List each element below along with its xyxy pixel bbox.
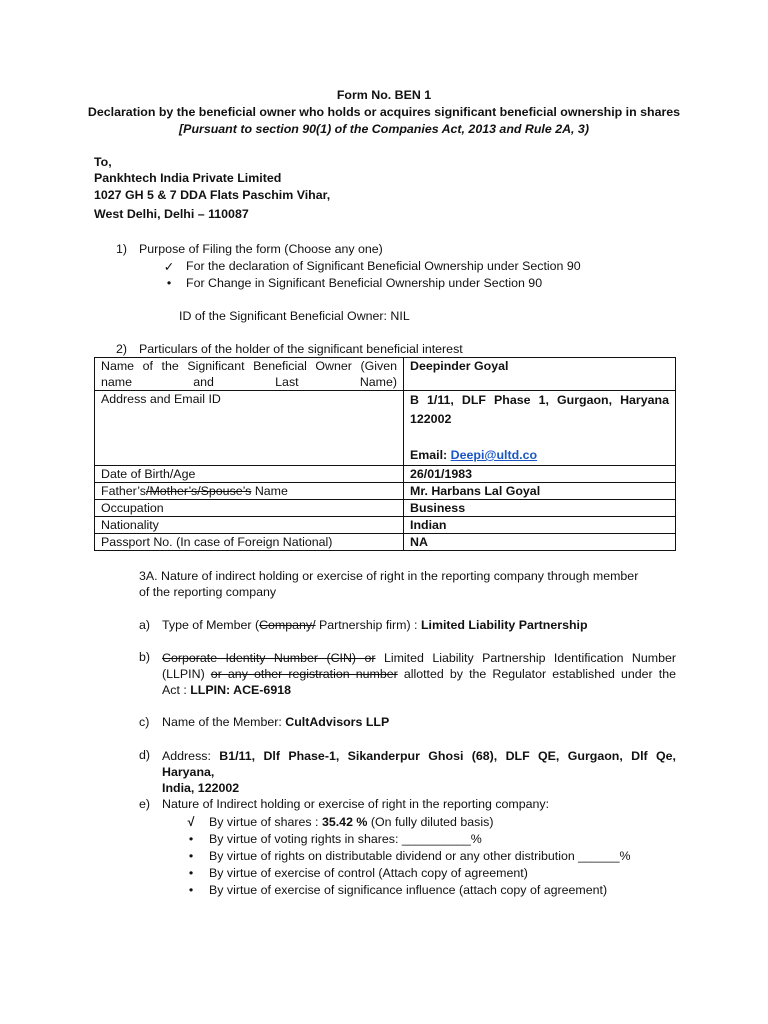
holding-item-shares bbox=[209, 815, 493, 829]
sbo-particulars-table bbox=[94, 357, 676, 551]
address-value: B 1/11, DLF Phase 1, Gurgaon, Haryana 122002 bbox=[410, 393, 669, 426]
nationality-value: Indian bbox=[404, 517, 676, 534]
table-row bbox=[95, 534, 676, 551]
table-row bbox=[95, 483, 676, 500]
occupation-label: Occupation bbox=[95, 500, 404, 517]
father-name-value: Mr. Harbans Lal Goyal bbox=[404, 483, 676, 500]
section1-number: 1) bbox=[116, 242, 128, 256]
section2-heading: Particulars of the holder of the significant beneficial interest bbox=[139, 342, 463, 356]
table-row bbox=[95, 517, 676, 534]
member-type-prefix: Type of Member ( bbox=[162, 618, 260, 632]
purpose-option-change: For Change in Significant Beneficial Ownership under Section 90 bbox=[186, 276, 543, 290]
registration-number-block bbox=[162, 650, 676, 698]
member-name-label: Name of the Member: bbox=[162, 715, 286, 729]
table-row bbox=[95, 500, 676, 517]
item-a-number: a) bbox=[139, 618, 151, 632]
passport-label: Passport No. (In case of Foreign National) bbox=[95, 534, 404, 551]
dob-label: Date of Birth/Age bbox=[95, 466, 404, 483]
address-cell bbox=[404, 391, 676, 466]
father-label-suffix: Name bbox=[251, 484, 288, 498]
dob-value: 26/01/1983 bbox=[404, 466, 676, 483]
address-label: Address and Email ID bbox=[95, 391, 404, 466]
registration-line3 bbox=[162, 682, 676, 698]
other-reg-struck: or any other registration number bbox=[210, 667, 398, 681]
name-label: Name of the Significant Beneficial Owner (Given name and Last Name) bbox=[95, 358, 404, 391]
cin-struck: Corporate Identity Number (CIN) or bbox=[162, 651, 376, 665]
member-address-label: Address: bbox=[162, 749, 220, 763]
purpose-option-declaration: For the declaration of Significant Beneficial Ownership under Section 90 bbox=[186, 259, 581, 273]
checkmark-icon: ✓ bbox=[163, 260, 175, 274]
registration-line1 bbox=[162, 650, 676, 666]
act-text: Act : bbox=[162, 683, 191, 697]
member-type-line bbox=[162, 618, 588, 632]
item-e-number: e) bbox=[139, 797, 151, 811]
father-label-prefix: Father’s bbox=[101, 484, 146, 498]
form-number: Form No. BEN 1 bbox=[336, 88, 432, 102]
bullet-icon: • bbox=[188, 866, 194, 880]
occupation-value: Business bbox=[404, 500, 676, 517]
section2-number: 2) bbox=[116, 342, 128, 356]
holding-item-control: By virtue of exercise of control (Attach copy of agreement) bbox=[209, 866, 528, 880]
email-link[interactable]: Deepi@ultd.co bbox=[450, 448, 538, 462]
llpin-label: Limited Liability Partnership Identification Number bbox=[375, 651, 677, 665]
allotted-text: allotted by the Regulator established under the bbox=[397, 667, 676, 681]
passport-value: NA bbox=[404, 534, 676, 551]
addressee-company: Pankhtech India Private Limited bbox=[94, 171, 282, 185]
indirect-holding-heading: Nature of Indirect holding or exercise of right in the reporting company: bbox=[162, 797, 550, 811]
bullet-icon: • bbox=[166, 276, 172, 290]
section3a-intro-line1: 3A. Nature of indirect holding or exercise of right in the reporting company through member bbox=[139, 569, 639, 583]
holding-item-dividend: By virtue of rights on distributable dividend or any other distribution ______% bbox=[209, 849, 631, 863]
table-row bbox=[95, 466, 676, 483]
llpin-value: LLPIN: ACE-6918 bbox=[190, 683, 291, 697]
member-type-value: Limited Liability Partnership bbox=[420, 618, 588, 632]
section3a-intro-line2: of the reporting company bbox=[139, 585, 277, 599]
item-d-number: d) bbox=[139, 748, 151, 762]
member-address-value2: India, 122002 bbox=[162, 781, 240, 795]
registration-line2 bbox=[162, 666, 676, 682]
table-row bbox=[95, 358, 676, 391]
llpin-abbrev: (LLPIN) bbox=[162, 667, 211, 681]
section1-heading: Purpose of Filing the form (Choose any one) bbox=[139, 242, 383, 256]
father-name-label bbox=[95, 483, 404, 500]
item-c-number: c) bbox=[139, 715, 150, 729]
father-label-struck: /Mother’s/Spouse’s bbox=[146, 484, 252, 498]
addressee-line1: 1027 GH 5 & 7 DDA Flats Paschim Vihar, bbox=[94, 188, 331, 202]
member-type-struck: Company/ bbox=[259, 618, 316, 632]
bullet-icon: • bbox=[188, 849, 194, 863]
nationality-label: Nationality bbox=[95, 517, 404, 534]
table-row bbox=[95, 391, 676, 466]
member-address-value1: B1/11, Dlf Phase-1, Sikanderpur Ghosi (68), DLF QE, Gurgaon, Dlf Qe, Haryana, bbox=[162, 749, 677, 779]
holding-item-suffix: (On fully diluted basis) bbox=[367, 815, 494, 829]
sbo-id-line: ID of the Significant Beneficial Owner: NIL bbox=[179, 309, 410, 323]
member-name-value: CultAdvisors LLP bbox=[285, 715, 390, 729]
item-b-number: b) bbox=[139, 650, 151, 664]
holding-item-text: By virtue of shares : bbox=[209, 815, 322, 829]
addressee-to: To, bbox=[94, 155, 112, 169]
holding-item-voting: By virtue of voting rights in shares: __________% bbox=[209, 832, 482, 846]
email-label: Email: bbox=[410, 448, 448, 462]
bullet-icon: • bbox=[188, 883, 194, 897]
email-line bbox=[410, 446, 669, 465]
form-title: Declaration by the beneficial owner who holds or acquires significant beneficial ownership in shares bbox=[87, 105, 681, 119]
name-value: Deepinder Goyal bbox=[404, 358, 676, 391]
check-icon: √ bbox=[187, 815, 195, 829]
member-type-mid: Partnership firm) : bbox=[315, 618, 421, 632]
member-address-line1 bbox=[162, 748, 676, 780]
member-name-line bbox=[162, 715, 389, 729]
addressee-line2: West Delhi, Delhi – 110087 bbox=[94, 207, 249, 221]
holding-item-percent: 35.42 % bbox=[321, 815, 368, 829]
holding-item-influence: By virtue of exercise of significance influence (attach copy of agreement) bbox=[209, 883, 608, 897]
bullet-icon: • bbox=[188, 832, 194, 846]
form-subtitle: [Pursuant to section 90(1) of the Companies Act, 2013 and Rule 2A, 3) bbox=[179, 122, 589, 136]
member-address-block bbox=[162, 748, 676, 796]
